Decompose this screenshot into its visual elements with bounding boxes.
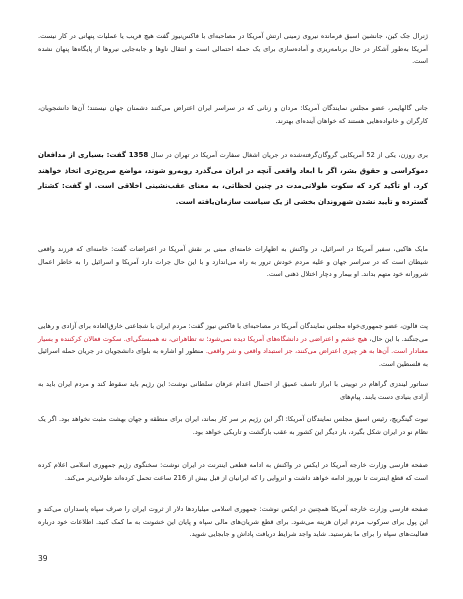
paragraph-2 [38,102,428,127]
paragraph-4-text: مایک هاکبی، سفیر آمریکا در اسرائیل، در واکنش به اظهارات خامنه‌ای مبنی بر نقش آمریکا در اعتراضات گفت: خامنه‌ای که فرزند واقعی شیطان است که در سراسر جهان و علیه مردم خودش ترور به راه می‌اندازد و با این حال جرات دارد آمریکا و اسرائیل را به خاطر اعمال شرورانه خود متهم بداند. او بیمار و دچار اختلال ذهنی است. [38,245,428,279]
paragraph-6 [38,378,428,403]
paragraph-3 [38,148,428,210]
paragraph-8 [38,459,428,484]
paragraph-9-text: صفحه فارسی وزارت خارجه آمریکا همچنین در ایکس نوشت: جمهوری اسلامی میلیاردها دلار از ثروت ایران را صرف سپاه پاسداران می‌کند و این پول برای سرکوب مردم ایران هزینه می‌شود. برای قطع شریان‌های مالی سپاه و پایان این خشونت به ما کمک کنید. اطلاعات خود درباره فعالیت‌های سپاه را برای ما بفرستید. شاید واجد شرایط دریافت پاداش و جابجایی شوید. [38,505,428,539]
paragraph-1-text: ژنرال جک کین، جانشین اسبق فرمانده نیروی زمینی ارتش آمریکا در مصاحبه‌ای با فاکس‌نیوز گفت هیچ فریب یا عملیات پنهانی در کار نیست. آمریکا به‌طور آشکار در حال برنامه‌ریزی و آماده‌سازی برای یک حمله احتمالی است و انتقال ناوها و جابه‌جایی نیروها از پایگاه‌ها پنهان نشده است. [38,32,428,66]
paragraph-3-bold-text: 1358 گفت: بسیاری از مدافعان دموکراسی و حقوق بشر، اگر با ابعاد واقعی آنچه در ایران می‌گذرد روبه‌رو شوند، مواضع صریح‌تری اتخاذ خواهند کرد. او تأکید کرد که سکوت طولانی‌مدت در چنین لحظاتی، به معنای عقب‌نشینی اخلاقی است. او گفت: کشتار گسترده و تأیید نشدن شهروندان بخشی از یک سیاست سازمان‌یافته است. [38,151,428,206]
paragraph-1 [38,30,428,68]
paragraph-5-text-end: منظور او اشاره به بلوای دانشجویان در جریان حمله اسرائیل به فلسطین است. [38,347,428,368]
paragraph-5 [38,320,428,370]
paragraph-5-text-start: پت فالون، عضو جمهوری‌خواه مجلس نمایندگان آمریکا در مصاحبه‌ای با فاکس نیوز گفت: مردم ایران با شجاعتی خارق‌العاده برای آزادی و رهایی می‌جنگند. با این حال، [38,322,428,343]
paragraph-7 [38,413,428,438]
paragraph-8-text: صفحه فارسی وزارت خارجه آمریکا در ایکس در واکنش به ادامه قطعی اینترنت در ایران نوشت: سخنگوی رژیم جمهوری اسلامی اعلام کرده است که قطع اینترنت تا نوروز ادامه خواهد داشت و انزوایی را که ایرانیان از قبل بیش از 216 ساعت تحمل کرده‌اند طولانی‌تر می‌کند. [38,461,428,482]
paragraph-9 [38,503,428,541]
paragraph-3-text: بری روزن، یکی از 52 آمریکایی گروگان‌گرفته‌شده در جریان اشغال سفارت آمریکا در تهران در سال [150,151,429,159]
page-number: 39 [38,554,48,563]
paragraph-7-text: نیوت گینگریچ، رئیس اسبق مجلس نمایندگان آمریکا: اگر این رژیم بر سر کار بماند، ایران برای منطقه و جهان بهشت مثبت نخواهد بود. اگر یک نظام نو در ایران شکل بگیرد، بار دیگر این کشور به عقب بازگشت و تاریکی خواهد بود. [38,415,428,436]
paragraph-4 [38,243,428,281]
paragraph-2-text: جانی گالهایمر، عضو مجلس نمایندگان آمریکا: مردان و زنانی که در سراسر ایران اعتراض می‌کنند دشمنان جهان نیستند؛ آن‌ها دانشجویان، کارگران و خانواده‌هایی هستند که خواهان آینده‌ای بهترند. [38,104,428,125]
paragraph-6-text: سناتور لیندزی گراهام در توییتی با ابراز تاسف عمیق از احتمال اعدام عرفان سلطانی نوشت: این رژیم باید سقوط کند و مردم ایران باید به آزادی بنیادی دست یابند. پیام‌های [38,380,428,401]
paragraph-5-highlight: هیچ خشم و اعتراضی در دانشگاه‌های آمریکا دیده نمی‌شود؛ نه تظاهراتی، نه همبستگی‌ای. سکوت فعالان کرکننده و بسیار معنادار است. آن‌ها به هر چیزی اعتراض می‌کنند، جز استبداد واقعی و شر واقعی. [38,334,428,356]
